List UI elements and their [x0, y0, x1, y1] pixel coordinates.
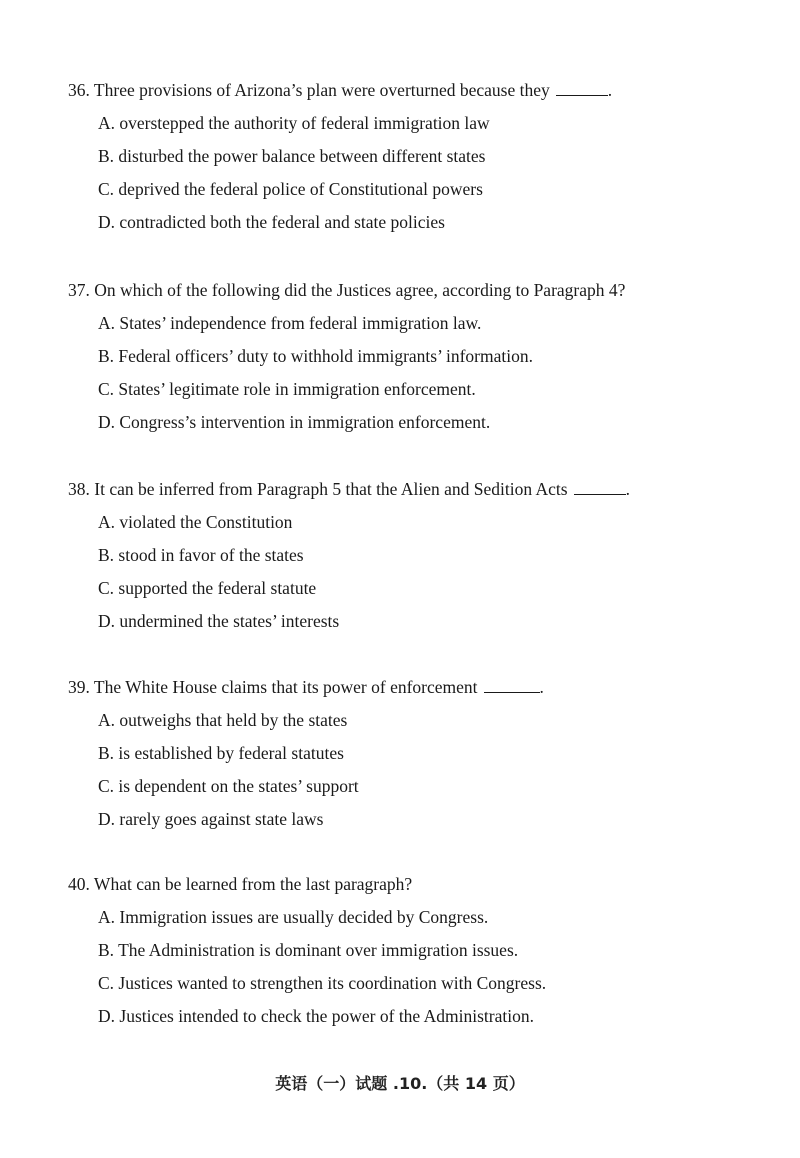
option-c: C. is dependent on the states’ support: [98, 776, 359, 796]
option-a: A. overstepped the authority of federal immigration law: [98, 113, 490, 133]
option-list: [68, 512, 768, 631]
question-stem: [68, 280, 768, 300]
option-b: B. Federal officers’ duty to withhold immigrants’ information.: [98, 346, 533, 366]
option-d: D. rarely goes against state laws: [98, 809, 324, 829]
question-stem-end: .: [607, 80, 613, 100]
answer-blank: [484, 691, 540, 693]
question-stem: [68, 677, 768, 697]
question-stem-text: 38. It can be inferred from Paragraph 5 that the Alien and Sedition Acts: [68, 479, 568, 499]
question-stem-text: 36. Three provisions of Arizona’s plan were overturned because they: [68, 80, 550, 100]
option-list: [68, 313, 768, 432]
option-list: [68, 113, 768, 232]
option-a: A. outweighs that held by the states: [98, 710, 348, 730]
question-stem-text: 40. What can be learned from the last paragraph?: [68, 874, 413, 894]
option-c: C. Justices wanted to strengthen its coordination with Congress.: [98, 973, 547, 993]
question-stem: [68, 479, 768, 499]
question-stem: [68, 80, 768, 100]
question-40: [68, 874, 768, 1039]
page-footer: 英语（一）试题 .10.（共 14 页）: [275, 1074, 525, 1093]
question-37: [68, 280, 768, 445]
answer-blank: [556, 94, 608, 96]
answer-blank: [574, 493, 626, 495]
option-d: D. Justices intended to check the power of the Administration.: [98, 1006, 534, 1026]
option-b: B. stood in favor of the states: [98, 545, 304, 565]
option-list: [68, 907, 768, 1026]
question-stem: [68, 874, 768, 894]
option-b: B. The Administration is dominant over immigration issues.: [98, 940, 519, 960]
question-36: [68, 80, 768, 245]
question-39: [68, 677, 768, 842]
option-b: B. disturbed the power balance between different states: [98, 146, 486, 166]
question-stem-text: 37. On which of the following did the Justices agree, according to Paragraph 4?: [68, 280, 626, 300]
option-c: C. States’ legitimate role in immigration enforcement.: [98, 379, 476, 399]
question-stem-end: .: [625, 479, 630, 499]
option-c: C. supported the federal statute: [98, 578, 317, 598]
option-b: B. is established by federal statutes: [98, 743, 344, 763]
question-stem-end: .: [539, 677, 544, 697]
option-a: A. States’ independence from federal immigration law.: [98, 313, 482, 333]
option-d: D. undermined the states’ interests: [98, 611, 340, 631]
question-stem-text: 39. The White House claims that its power of enforcement: [68, 677, 478, 697]
option-d: D. Congress’s intervention in immigration enforcement.: [98, 412, 491, 432]
option-a: A. Immigration issues are usually decided by Congress.: [98, 907, 489, 927]
option-d: D. contradicted both the federal and state policies: [98, 212, 445, 232]
option-list: [68, 710, 768, 829]
option-a: A. violated the Constitution: [98, 512, 293, 532]
option-c: C. deprived the federal police of Constitutional powers: [98, 179, 483, 199]
question-38: [68, 479, 768, 644]
